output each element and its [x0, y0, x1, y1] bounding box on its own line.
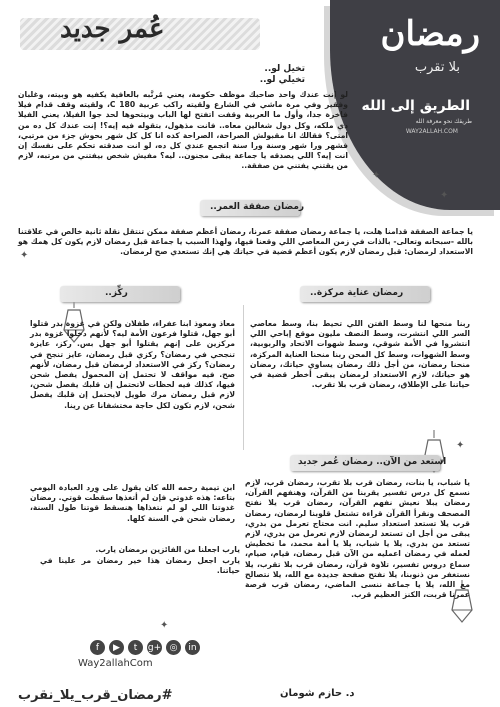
section-body-deal: يا جماعة الصفقة قدامنا هلت، يا جماعة رمضان صفقة عمرنا، رمضان أعظم صفقة ممكن تنتقل نقلة ثانية خالص في علاقتنا بالله -سبحانه وتعالى- بالذات في زمن المعاصي اللي وقعنا فيها، ولهذا السبب يا جماعة قبل رمضان لازم يكون كل همك هو الاستعداد لرمضان: قبل رمضان لازم يكون أعظم قضية في حياتك هي إنك تستعدي صح لرمضان. — [18, 227, 473, 257]
intro-body: لو إنت عندك واحد صاحبك موظف حكومة، يعني مُرتَّبه بالعافية يكفيه هو وبيته، وغلبان وفقير وفي مرة ماشي في الشارع ولقيته راكب عربية 180 C، ولقيته وقف قدام فيلا فاخرة جدا، وأول ما العربية وقفت اتفتح لها الباب وبيتحوها لحد جوا الفيلا، يعني الفيلا دي ملكه، وكل دول شغالين معاه.. فانت مذهول، بتقوله فيه إيه؟! إنت عندك كل ده من امتى؟ فقالك انا مقبولش الصراحة، الصراحة كده انا كل كل شهر بحوش جزء من مرتبي، فشهر ورا شهر وسنة ورا سنة اتجمع عندي كل ده، لو انت صدقته تحكم على نفسك إن انت إيه؟ اللي يصدقه يا جماعة يبقى مجنون.. ليه؟ مفيش شخص بيفتني من مرتبه، لازم من يقتني يفتني من صفقة.. — [18, 90, 348, 171]
section-heading-ready: استعد من الآن.. رمضان عُمر جديد — [298, 457, 447, 467]
google-plus-icon[interactable]: g+ — [147, 640, 162, 655]
logo-tagline: طريقك نحو معرفة الله — [415, 118, 472, 125]
intro-line-2: تخيلي لو.. — [259, 75, 305, 85]
section-heading-deal: رمضان صفقة العمر.. — [210, 202, 305, 212]
logo-title: رمضان — [380, 14, 480, 54]
star-icon: ✦ — [20, 250, 29, 261]
linkedin-icon[interactable]: in — [185, 640, 200, 655]
logo-brand: الطريق إلى الله — [361, 98, 470, 114]
logo-url: WAY2ALLAH.COM — [405, 128, 458, 135]
logo-subtitle: بلا تقرب — [414, 60, 460, 75]
star-icon: ✦ — [372, 170, 381, 181]
page-title: عُمر جديد — [60, 14, 165, 44]
section-heading-focus-mark: ركِّز.. — [105, 288, 128, 298]
instagram-icon[interactable]: ◎ — [166, 640, 181, 655]
prayer-1: يارب اجعلنا من الفائزين برمضان يارب. — [95, 545, 240, 554]
twitter-icon[interactable]: t — [128, 640, 143, 655]
section-body-focus-mark: معاذ ومعوذ ابنا عفراء، طفلان ولكن في غزوة بدر قتلوا أبو جهل، قتلوا فرعون الأمة ليه؟ لأنهم دخلوا غزوة بدر مركزين على إنهم يقتلوا أبو جهل بس. ركز، عايزة تنجحي في رمضان؟ ركزي قبل رمضان، عايز تنجح في رمضان؟ ركز في الاستعداد لرمضان قبل رمضان، لأنهم صح. فيه مواقف لا تحتمل إن المحمول يفصل شحن فيها، كذلك فيه لحظات لاتحتمل إن قلبك يفصل شحن، لازم قبل رمضان مرك طويل لايحتمل إن قلبك يفصل شحن، لازم تكون لكل حاجة مختشفانا عن رينا. — [30, 319, 235, 410]
section-body-focus: ربنا منحها لنا وسط الفتن اللي تحيط بنا، وسط معاصي السر اللي انتشرت، وسط النصف مليون موقع إباحي اللي انتشروا في الأمة شوقي، وسط شهوات الاتحاد والربوبية، وسط الشهوات، وسط كل المحن ربنا منحنا العناية المركزة، منحنا رمضان، من أجل ذلك رمضان يساوي حياتك، رمضان هو حياتك، لازم الاستعداد لرمضان يبقى أخطر قضية في حياتنا على الإطلاق، رمضان قرب بلا تقرب. — [250, 319, 470, 390]
footer — [0, 640, 500, 707]
star-icon: ✦ — [160, 620, 169, 631]
logo — [348, 8, 488, 148]
column-divider — [243, 305, 244, 450]
star-icon: ✦ — [440, 190, 449, 201]
star-icon: ✦ — [456, 440, 465, 451]
section-heading-focus: رمضان عناية مركزة.. — [310, 288, 404, 298]
social-links — [90, 640, 200, 655]
prayer-2: يارب اجعل رمضان هذا خير رمضان مر علينا في حياتنا. — [40, 556, 240, 576]
author-name: د. حازم شومان — [280, 688, 355, 699]
intro-line-1: تخيل لو.. — [264, 64, 305, 74]
site-link[interactable]: Way2allahCom — [78, 658, 153, 669]
youtube-icon[interactable]: ▶ — [109, 640, 124, 655]
hashtag: #رمضان_قرب_يلا_نقرب — [18, 688, 173, 703]
facebook-icon[interactable]: f — [90, 640, 105, 655]
section-body-ready: يا شباب، يا بنات، رمضان قرب بلا تقرب، رمضان قرب، لازم نسمع كل درس تفسير يقربنا من القرآن، وهنفهم القرآن، رمضان يبلا نعيش نفهم القرآن، رمضان قرب يلا نفتح المصحف ونقرأ القرآن قراءة تشتعل قلوبنا لرمضان، رمضان قرب يلا تستعد استعداد سليم. انت محتاج تعرمل من بدري، يبقى من أجل ان تستعد لرمضان لازم تعرمل من بدري، لازم تستعد من بدري. يلا يا شباب، يلا يا أمة محمد، ما تخطيش لعمله في رمضان اعمليه من الآن قبل رمضان، قيام، صيام، سماع دروس تفسير، تلاوة قرآن، رمضان قرب بلا تقرب، يلا نستغفر من ذنوبنا، يلا نفتح صفحة جديدة مع الله، يلا نتصالح مع الله، يلا يا جماعة ننسى الماضي، رمضان قرب فرصة عمرنا قربت، الكنز العظيم قرب. — [245, 478, 470, 600]
section-body-taymiyya: ابن تيمية رحمه الله كان يقول على وِرد العبادة اليومي بتاعه: هذه غدوتي فإن لم أتغذها سقطت قوتي. رمضان غدوتنا اللي لو لم نتغذاها هنسقط قوتنا طول السنة، رمضان شحن في السنة كلها. — [30, 483, 235, 523]
